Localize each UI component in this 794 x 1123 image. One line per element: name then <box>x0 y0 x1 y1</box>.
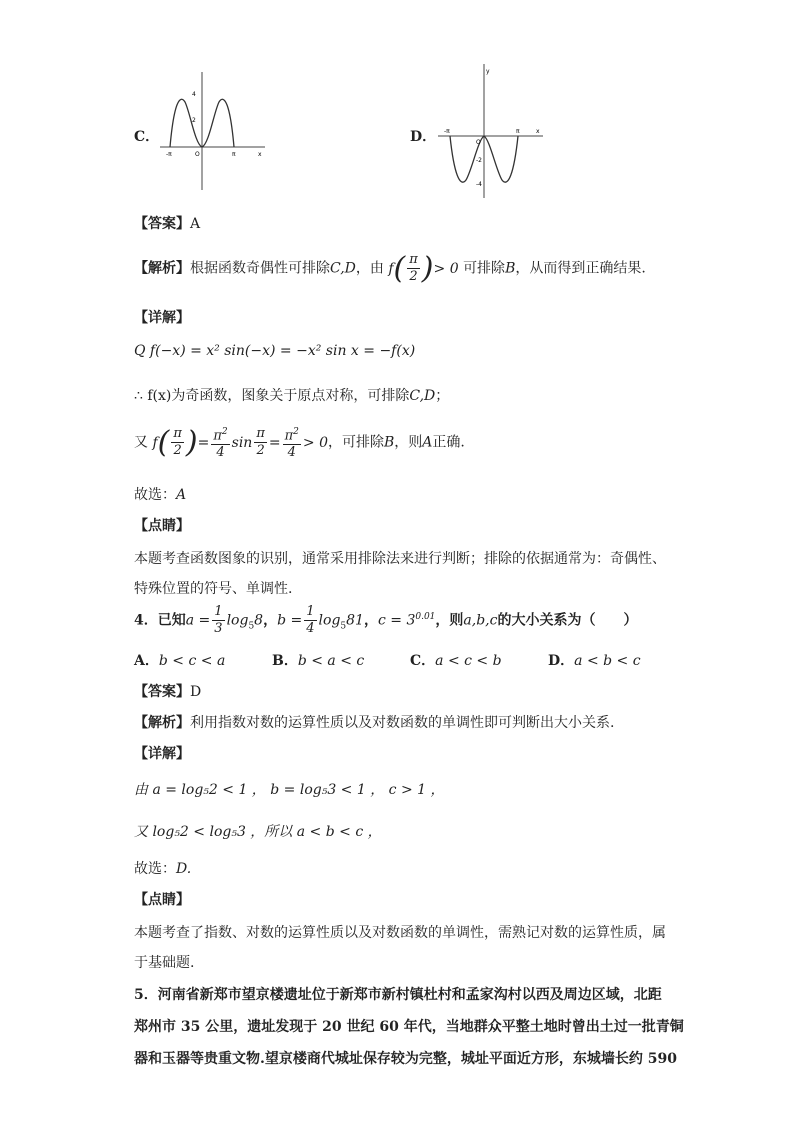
q4-tail: 的大小关系为（ ） <box>497 612 638 629</box>
option-d-graph <box>438 64 548 200</box>
q4-comment-2: 于基础题. <box>134 955 195 971</box>
q4-opt-a-text: b < c < a <box>158 653 226 669</box>
q4-comment-1: 本题考查了指数、对数的运算性质以及对数函数的单调性，需熟记对数的运算性质，属 <box>134 925 666 941</box>
q4-cond-a-lhs: a = <box>185 612 211 629</box>
q3-detail-line2-b: C,D <box>409 388 436 404</box>
q3-detail-line2-a: ∴ f(x)为奇函数，图象关于原点对称，可排除 <box>134 388 410 404</box>
q4-opt-b-label: B． <box>272 653 298 669</box>
q5-line3: 器和玉器等贵重文物.望京楼商代城址保存较为完整，城址平面近方形，东城墙长约 590 <box>134 1051 677 1067</box>
q4-answer-tag: 【答案】 <box>134 684 190 700</box>
q4-option-c <box>410 650 502 670</box>
q3-detail-line1: Q f(−x) = x² sin(−x) = −x² sin x = −f(x) <box>134 343 416 359</box>
d-x-tick-neg: -π <box>444 128 450 135</box>
option-d-label: D． <box>410 129 437 145</box>
q4-cond-b-log: log <box>318 612 341 629</box>
c-origin: O <box>195 151 200 158</box>
q4-cond-b-base: 5 <box>340 621 347 632</box>
q3-detail-line2 <box>134 385 449 405</box>
q4-cond-b-lhs: b = <box>277 612 303 629</box>
q3-detail-line3-e: A <box>422 434 433 451</box>
q4-option-b <box>272 650 364 670</box>
q4-cond-a-log: log <box>226 612 249 629</box>
q3-analysis-text-2: ，由 <box>355 260 384 277</box>
q3-detail-line3-d: ，则 <box>394 434 423 451</box>
q4-number: 4．已知 <box>134 612 186 629</box>
d-x-tick-pos: π <box>516 128 520 135</box>
c-y-tick-4: 4 <box>192 91 196 98</box>
q3-analysis-cd: C,D <box>330 260 356 277</box>
q4-detail-line1: 由 a = log₅2 < 1 ， b = log₅3 < 1 ， c > 1 ， <box>134 782 445 798</box>
q3-choose <box>134 484 186 504</box>
q3-comment-1: 本题考查函数图象的识别，通常采用排除法来进行判断；排除的依据通常为：奇偶性、 <box>134 551 666 567</box>
q4-analysis-text: 利用指数对数的运算性质以及对数函数的单调性即可判断出大小关系. <box>190 715 615 731</box>
q4-detail-line2: 又 log₅2 < log₅3 ，所以 a < b < c ， <box>134 824 382 840</box>
q4-analysis-line <box>134 712 614 732</box>
q3-analysis-formula: f( $\frac{\pi}{2}$ )> 0 <box>388 250 459 286</box>
q3-analysis-b: B <box>505 260 516 277</box>
q4-stem <box>134 604 637 637</box>
q5-line2: 郑州市 35 公里，遗址发现于 20 世纪 60 年代，当地群众平整土地时曾出土过一批青铜 <box>134 1019 684 1035</box>
q4-sep2: ， <box>363 612 378 629</box>
q4-opt-b-text: b < a < c <box>297 653 365 669</box>
q3-answer: A <box>190 216 201 232</box>
q3-answer-tag: 【答案】 <box>134 216 190 232</box>
c-x-label: x <box>258 151 262 158</box>
q4-sep1: ， <box>263 612 278 629</box>
q3-analysis-text-1: 根据函数奇偶性可排除 <box>190 260 330 277</box>
q4-choose-answer: D. <box>176 861 192 877</box>
q3-choose-label: 故选： <box>134 487 176 503</box>
q3-answer-line <box>134 213 200 233</box>
q4-answer-line <box>134 681 201 701</box>
q4-detail-tag: 【详解】 <box>134 746 190 762</box>
q4-cond-a-den: 3 <box>214 621 223 636</box>
q4-opt-a-label: A． <box>134 653 159 669</box>
d-y-label: y <box>486 68 490 75</box>
q4-option-d <box>548 650 641 670</box>
q4-cond-a-num: 1 <box>214 604 223 619</box>
d-y-tick-neg2: -2 <box>476 157 482 164</box>
q4-opt-d-text: a < b < c <box>574 653 641 669</box>
d-x-label: x <box>536 128 540 135</box>
q3-detail-line3-b: ，可排除 <box>327 434 384 451</box>
q3-detail-line3-a: 又 <box>134 434 148 451</box>
q3-detail-line3-c: B <box>383 434 395 451</box>
c-x-tick-pos: π <box>232 151 236 158</box>
q4-cond-c: c = 3 <box>377 612 416 629</box>
q4-vars: a,b,c <box>463 612 498 629</box>
c-y-tick-2: 2 <box>192 117 196 124</box>
q4-opt-c-label: C． <box>410 653 436 669</box>
q4-sep3: ，则 <box>435 612 464 629</box>
q4-answer: D <box>190 684 202 700</box>
q4-cond-a-arg: 8 <box>254 612 264 629</box>
q3-choose-answer: A <box>176 487 187 503</box>
q4-cond-b-den: 4 <box>306 621 315 636</box>
q4-cond-b-num: 1 <box>306 604 315 619</box>
q3-comment-tag: 【点睛】 <box>134 518 190 534</box>
q3-analysis-line <box>134 252 646 285</box>
q4-cond-a-frac <box>212 604 224 637</box>
q4-choose-label: 故选： <box>134 861 176 877</box>
q4-choose <box>134 858 191 878</box>
q3-detail-line3 <box>134 424 465 461</box>
q4-cond-a-base: 5 <box>248 621 255 632</box>
option-c-label: C． <box>134 129 160 145</box>
q3-detail-line3-f: 正确. <box>432 434 465 451</box>
q3-comment-2: 特殊位置的符号、单调性. <box>134 581 293 597</box>
q4-analysis-tag: 【解析】 <box>134 715 190 731</box>
q4-option-a <box>134 650 225 670</box>
q5-line1: 5．河南省新郑市望京楼遗址位于新郑市新村镇杜村和孟家沟村以西及周边区域，北距 <box>134 987 662 1003</box>
q3-detail-formula: f( $\frac{\pi}{2}$ )= $\frac{\pi^2}{4}$ sin $\frac{\pi}{2}$ = $\frac{\pi^2}{4}$ > 0 <box>152 424 328 461</box>
q3-analysis-tag: 【解析】 <box>134 260 190 277</box>
q3-detail-line2-c: ； <box>435 388 450 404</box>
d-y-tick-neg4: -4 <box>476 181 482 188</box>
q4-opt-c-text: a < c < b <box>435 653 502 669</box>
q3-analysis-text-3: 可排除 <box>463 260 506 277</box>
d-origin: O <box>476 139 481 146</box>
q3-detail-tag: 【详解】 <box>134 310 190 326</box>
q4-cond-b-arg: 81 <box>346 612 364 629</box>
c-x-tick-neg: -π <box>166 151 172 158</box>
option-c-graph <box>160 72 270 192</box>
q4-opt-d-label: D． <box>548 653 575 669</box>
q3-analysis-text-4: ，从而得到正确结果. <box>515 260 646 277</box>
q4-cond-b-frac <box>304 604 316 637</box>
q4-comment-tag: 【点睛】 <box>134 892 190 908</box>
q4-cond-c-exp: 0.01 <box>415 611 436 622</box>
